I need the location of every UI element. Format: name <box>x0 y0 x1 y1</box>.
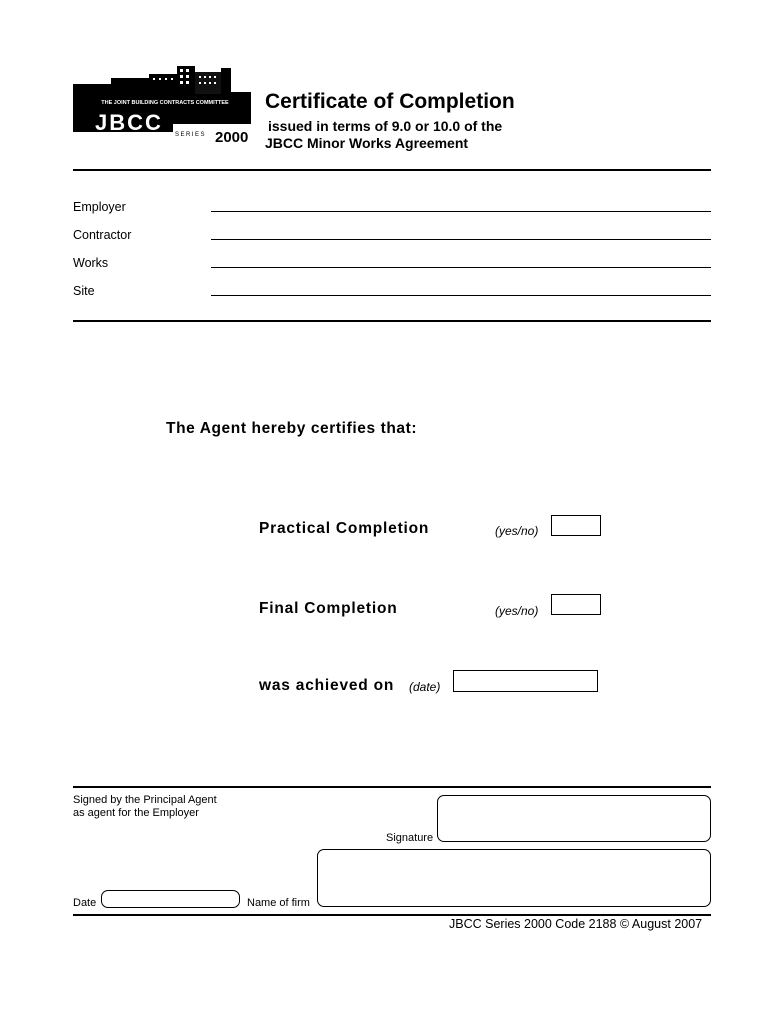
signature-label: Signature <box>386 832 434 844</box>
achieved-on-hint: (date) <box>409 680 441 694</box>
logo-committee-text: THE JOINT BUILDING CONTRACTS COMMITTEE <box>101 100 229 106</box>
signature-top-divider <box>73 786 711 788</box>
page-title: Certificate of Completion <box>265 90 515 113</box>
signature-box[interactable] <box>437 795 711 842</box>
employer-field[interactable] <box>211 211 711 212</box>
signed-by-line1: Signed by the Principal Agent <box>73 794 217 806</box>
footer-code: JBCC Series 2000 Code 2188 © August 2007 <box>449 917 703 931</box>
final-completion-label: Final Completion <box>259 600 398 617</box>
header-divider <box>73 169 711 171</box>
contractor-label: Contractor <box>73 228 132 242</box>
date-label: Date <box>73 897 97 909</box>
jbcc-logo <box>73 66 251 144</box>
practical-completion-hint: (yes/no) <box>495 524 539 538</box>
final-completion-hint: (yes/no) <box>495 604 539 618</box>
fields-divider <box>73 320 711 322</box>
practical-completion-label: Practical Completion <box>259 520 430 537</box>
firm-box[interactable] <box>317 849 711 907</box>
works-field[interactable] <box>211 267 711 268</box>
logo-brand-text: JBCC <box>95 110 163 135</box>
date-box[interactable] <box>101 890 240 908</box>
achieved-date-box[interactable] <box>453 670 598 692</box>
signed-by-line2: as agent for the Employer <box>73 807 199 819</box>
final-completion-box[interactable] <box>551 594 601 615</box>
firm-label: Name of firm <box>247 897 310 909</box>
certification-heading: The Agent hereby certifies that: <box>166 420 418 437</box>
footer-divider <box>73 914 711 916</box>
achieved-on-label: was achieved on <box>259 677 395 694</box>
logo-series-label: SERIES <box>175 132 207 138</box>
employer-label: Employer <box>73 200 126 214</box>
page-subtitle-line1: issued in terms of 9.0 or 10.0 of the <box>268 118 503 134</box>
page-subtitle-line2: JBCC Minor Works Agreement <box>265 135 469 151</box>
logo-series-number: 2000 <box>215 129 249 144</box>
site-label: Site <box>73 284 95 298</box>
site-field[interactable] <box>211 295 711 296</box>
works-label: Works <box>73 256 109 270</box>
contractor-field[interactable] <box>211 239 711 240</box>
practical-completion-box[interactable] <box>551 515 601 536</box>
